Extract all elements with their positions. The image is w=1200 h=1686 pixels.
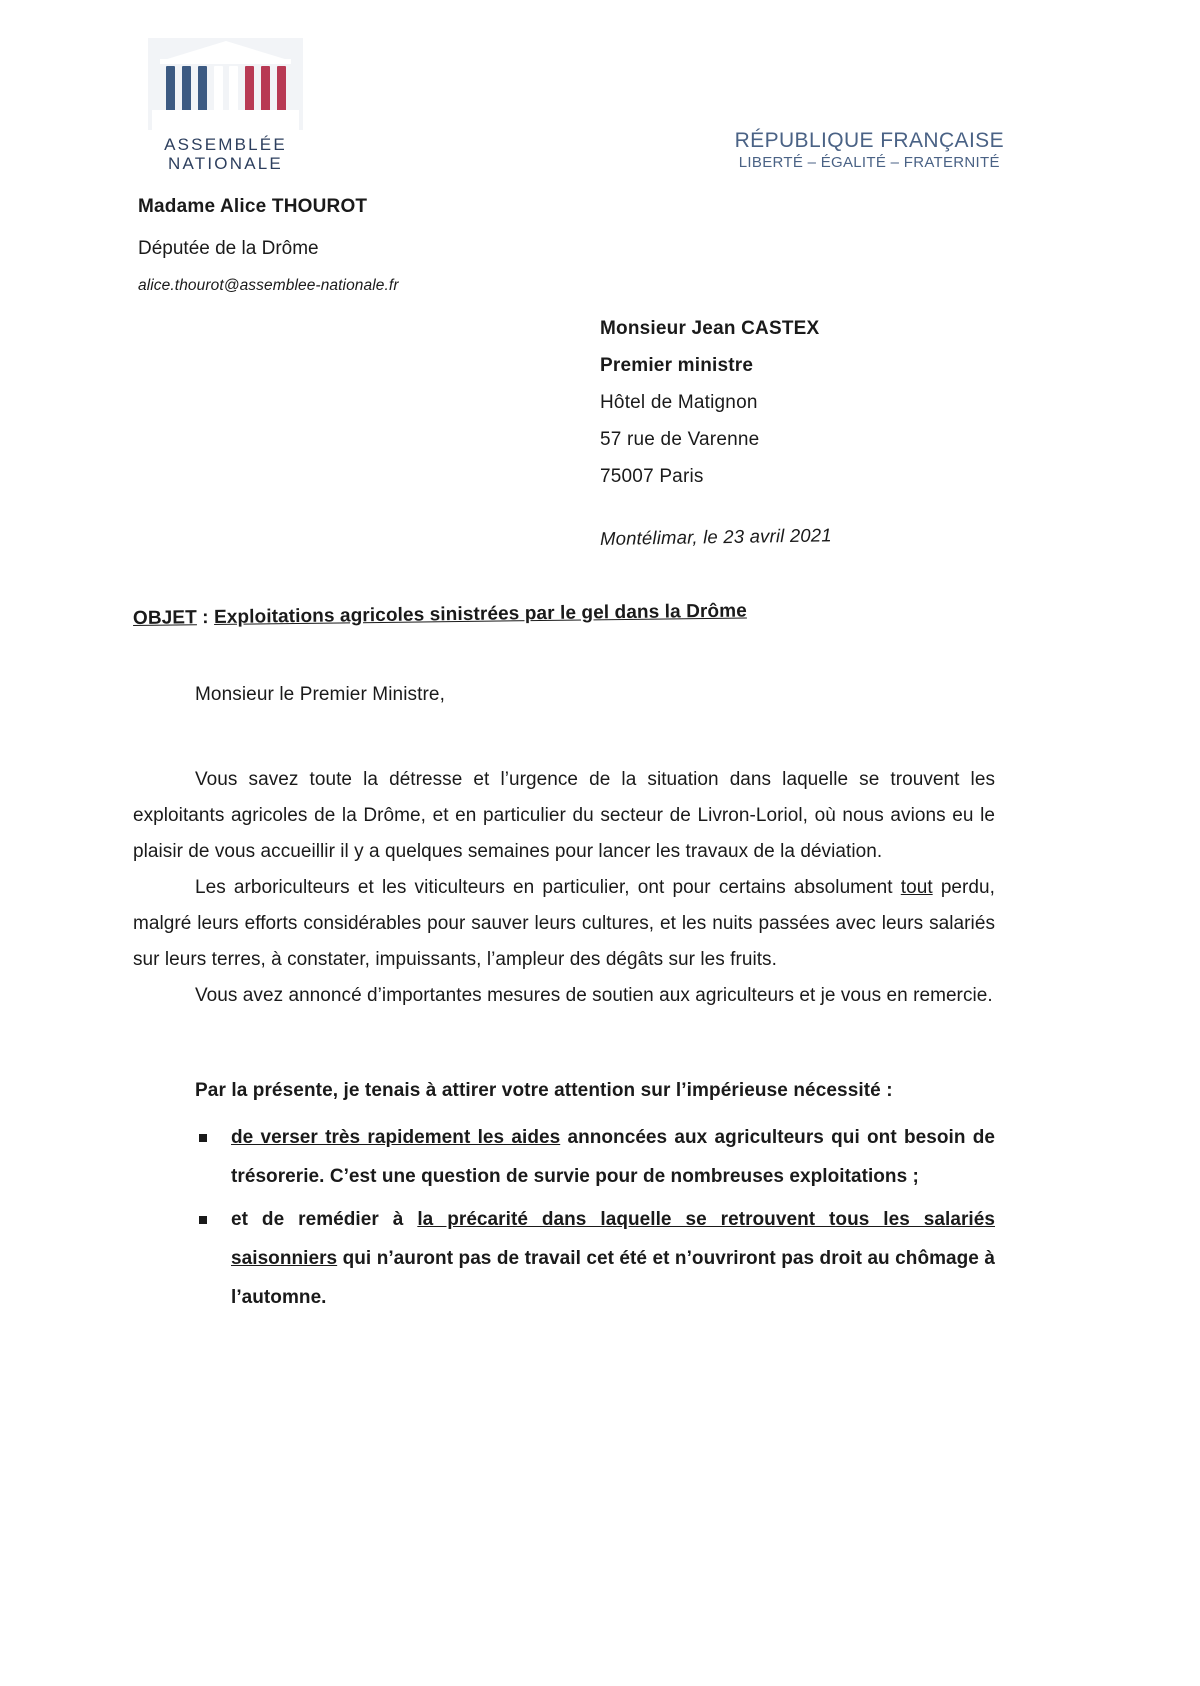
subject-separator: :: [196, 607, 215, 629]
logo-wordmark-line2: NATIONALE: [168, 154, 283, 173]
sender-role: Députée de la Drôme: [138, 238, 319, 259]
body-paragraphs: [133, 762, 995, 1014]
square-bullet-icon: [199, 1216, 207, 1224]
pediment-base-shape: [160, 59, 291, 64]
subject-text: Exploitations agricoles sinistrées par le gel dans la Drôme: [213, 600, 747, 629]
text-segment: Vous avez annoncé d’importantes mesures de soutien aux agriculteurs et je vous en remercie.: [195, 985, 993, 1006]
building-steps-shape: [152, 110, 299, 130]
sender-email: alice.thourot@assemblee-nationale.fr: [138, 277, 399, 294]
column-blue-3: [198, 66, 207, 111]
column-red-2: [261, 66, 270, 111]
pediment-shape: [164, 41, 288, 60]
date-line: Montélimar, le 23 avril 2021: [599, 524, 832, 549]
body-paragraph: [133, 762, 995, 870]
logo-wordmark: [148, 135, 303, 173]
column-blue-1: [166, 66, 175, 111]
body-paragraph: [133, 870, 995, 978]
column-white-1: [214, 66, 223, 111]
republique-francaise-block: [735, 128, 1004, 172]
recipient-address-block: [600, 310, 1030, 495]
republique-title: RÉPUBLIQUE FRANÇAISE: [734, 129, 1004, 152]
letter-body: [133, 680, 995, 1321]
subject-line: [133, 601, 747, 630]
sender-block: [138, 194, 598, 297]
recipient-name: Monsieur Jean CASTEX: [600, 318, 820, 339]
recipient-city: 75007 Paris: [600, 466, 704, 487]
square-bullet-icon: [199, 1134, 207, 1142]
sender-name: Madame Alice THOUROT: [138, 196, 368, 217]
parliament-building-icon: [148, 38, 303, 130]
republique-motto: LIBERTÉ – ÉGALITÉ – FRATERNITÉ: [738, 154, 1000, 171]
emphasis-underline: de verser très rapidement les aides: [231, 1127, 561, 1148]
recipient-street: 57 rue de Varenne: [600, 429, 760, 450]
emphasis-underline: tout: [900, 877, 933, 898]
column-red-1: [245, 66, 254, 111]
text-segment: Vous savez toute la détresse et l’urgence de la situation dans laquelle se trouvent les exploitants agricoles de la Drôme, et en particulier du secteur de Livron-Loriol, où nous avions eu le plaisir de vous accueillir il y a quelques semaines pour lancer les travaux de la déviation.: [133, 769, 995, 862]
emphasis-underline: la précarité dans laquelle se retrouvent tous les salariés saisonniers: [231, 1209, 995, 1269]
request-points-list: [133, 1118, 995, 1317]
tricolor-columns: [166, 66, 286, 111]
assemblee-nationale-logo: [148, 38, 303, 173]
request-intro: Par la présente, je tenais à attirer votre attention sur l’impérieuse nécessité :: [195, 1080, 893, 1101]
salutation: Monsieur le Premier Ministre,: [195, 684, 445, 705]
column-blue-2: [182, 66, 191, 111]
text-segment: Les arboriculteurs et les viticulteurs en particulier, ont pour certains absolument: [195, 877, 901, 898]
text-segment: qui n’auront pas de travail cet été et n’ouvriront pas droit au chômage à l’automne.: [231, 1248, 995, 1308]
text-segment: annoncées aux agriculteurs qui ont besoin de trésorerie. C’est une question de survie pour de nombreuses exploitations ;: [231, 1127, 996, 1187]
logo-wordmark-line1: ASSEMBLÉE: [164, 135, 287, 154]
recipient-building: Hôtel de Matignon: [600, 392, 758, 413]
column-white-2: [229, 66, 238, 111]
body-paragraph: [133, 978, 995, 1014]
recipient-title: Premier ministre: [600, 355, 754, 376]
text-segment: perdu, malgré leurs efforts considérables pour sauver leurs cultures, et les nuits passées avec leurs salariés sur leurs terres, à constater, impuissants, l’ampleur des dégâts sur les fruits.: [133, 877, 995, 970]
column-red-3: [277, 66, 286, 111]
request-point-item: [231, 1118, 995, 1196]
text-segment: et de remédier à: [231, 1209, 418, 1230]
subject-label: OBJET: [132, 607, 197, 629]
request-point-item: [231, 1200, 995, 1317]
